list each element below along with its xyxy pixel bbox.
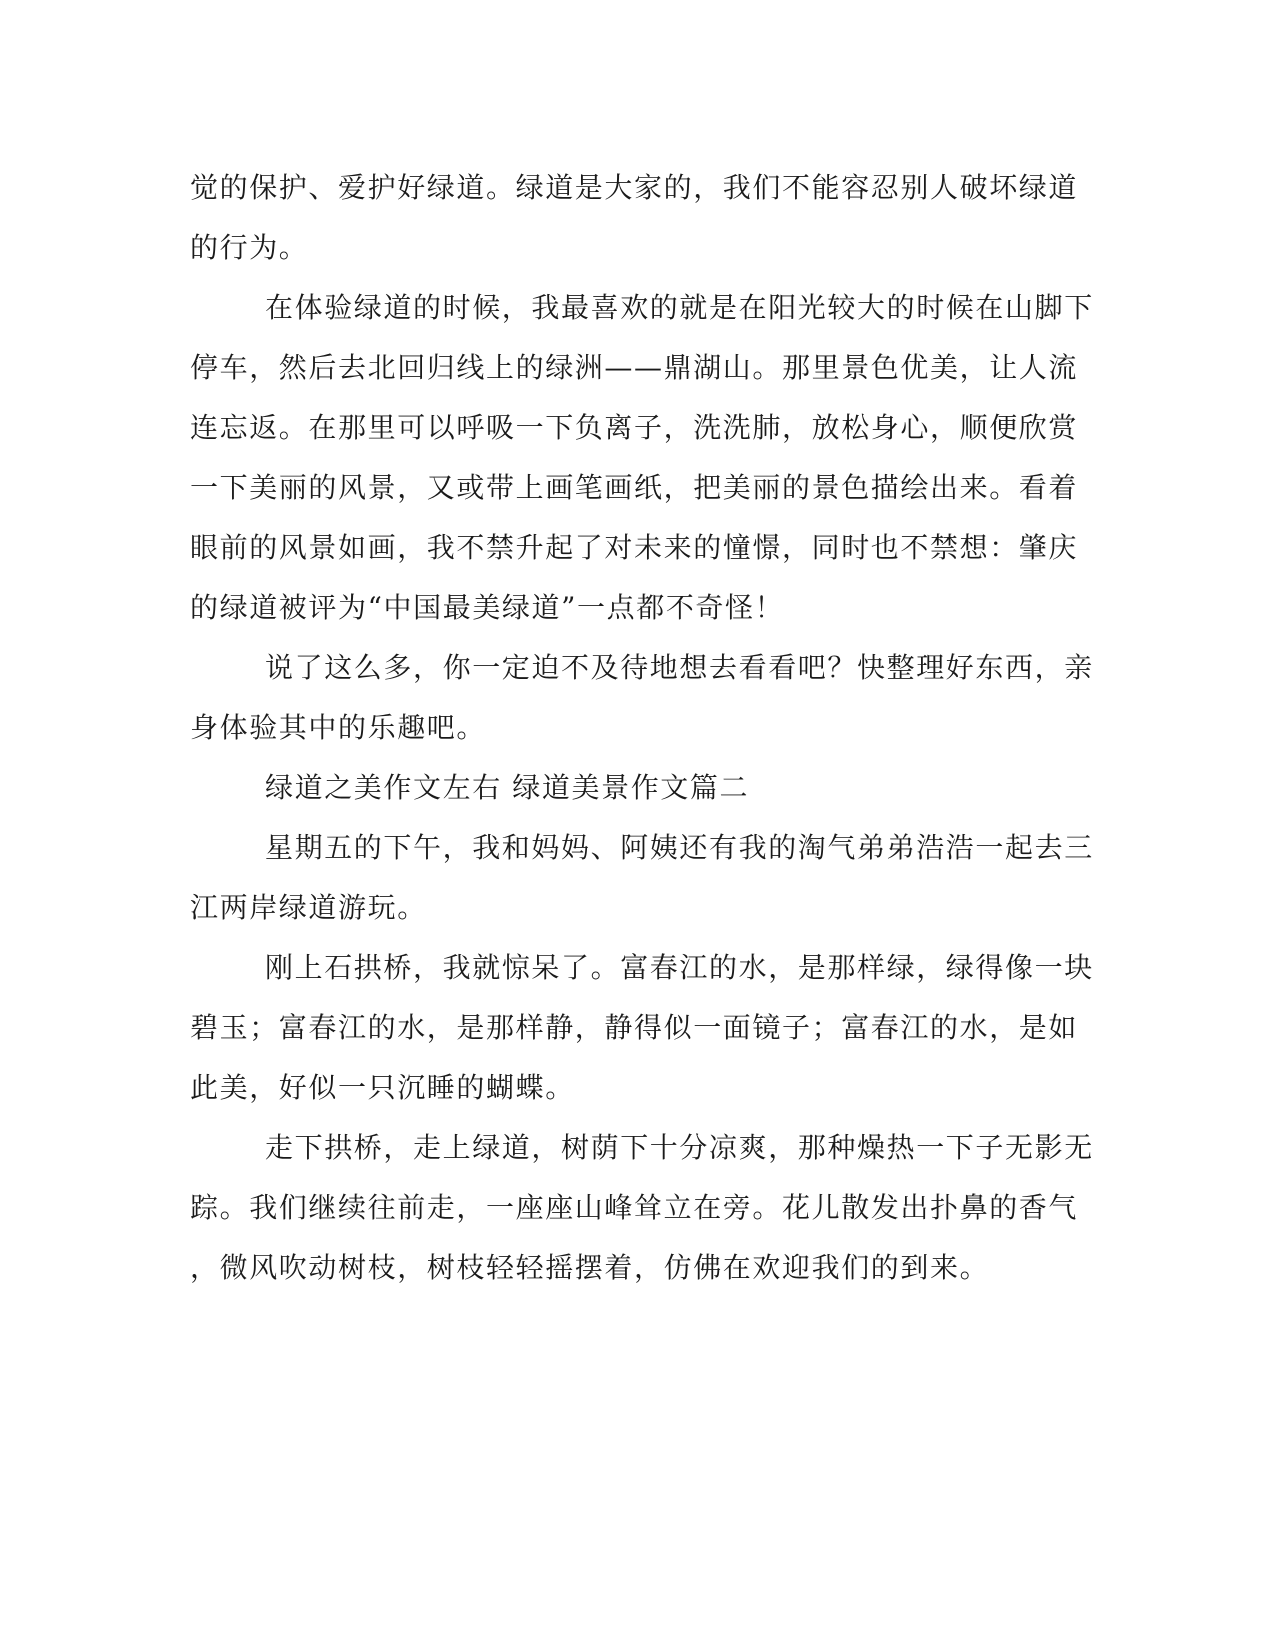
text-line: 一下美丽的风景，又或带上画笔画纸，把美丽的景色描绘出来。看着 — [190, 471, 1079, 504]
section-title: 绿道之美作文左右 绿道美景作文篇二 — [265, 771, 750, 804]
paragraph-start: 说了这么多，你一定迫不及待地想去看看吧？快整理好东西，亲 — [265, 651, 1094, 684]
text-line: 连忘返。在那里可以呼吸一下负离子，洗洗肺，放松身心，顺便欣赏 — [190, 411, 1079, 444]
text-line: 的绿道被评为“中国最美绿道”一点都不奇怪！ — [190, 591, 785, 624]
text-line: 江两岸绿道游玩。 — [190, 891, 427, 924]
text-line: 觉的保护、爱护好绿道。绿道是大家的，我们不能容忍别人破坏绿道 — [190, 171, 1079, 204]
text-line: 的行为。 — [190, 231, 309, 264]
text-line: 停车，然后去北回归线上的绿洲——鼎湖山。那里景色优美，让人流 — [190, 351, 1079, 384]
paragraph-start: 在体验绿道的时候，我最喜欢的就是在阳光较大的时候在山脚下 — [265, 291, 1094, 324]
text-line: 碧玉；富春江的水，是那样静，静得似一面镜子；富春江的水，是如 — [190, 1011, 1079, 1044]
paragraph-start: 星期五的下午，我和妈妈、阿姨还有我的淘气弟弟浩浩一起去三 — [265, 831, 1094, 864]
paragraph-start: 走下拱桥，走上绿道，树荫下十分凉爽，那种燥热一下子无影无 — [265, 1131, 1094, 1164]
text-line: 踪。我们继续往前走，一座座山峰耸立在旁。花儿散发出扑鼻的香气 — [190, 1191, 1079, 1224]
text-line: 此美，好似一只沉睡的蝴蝶。 — [190, 1071, 575, 1104]
text-line: 眼前的风景如画，我不禁升起了对未来的憧憬，同时也不禁想：肇庆 — [190, 531, 1079, 564]
text-line: 身体验其中的乐趣吧。 — [190, 711, 487, 744]
paragraph-start: 刚上石拱桥，我就惊呆了。富春江的水，是那样绿，绿得像一块 — [265, 951, 1094, 984]
text-line: ，微风吹动树枝，树枝轻轻摇摆着，仿佛在欢迎我们的到来。 — [190, 1251, 990, 1284]
